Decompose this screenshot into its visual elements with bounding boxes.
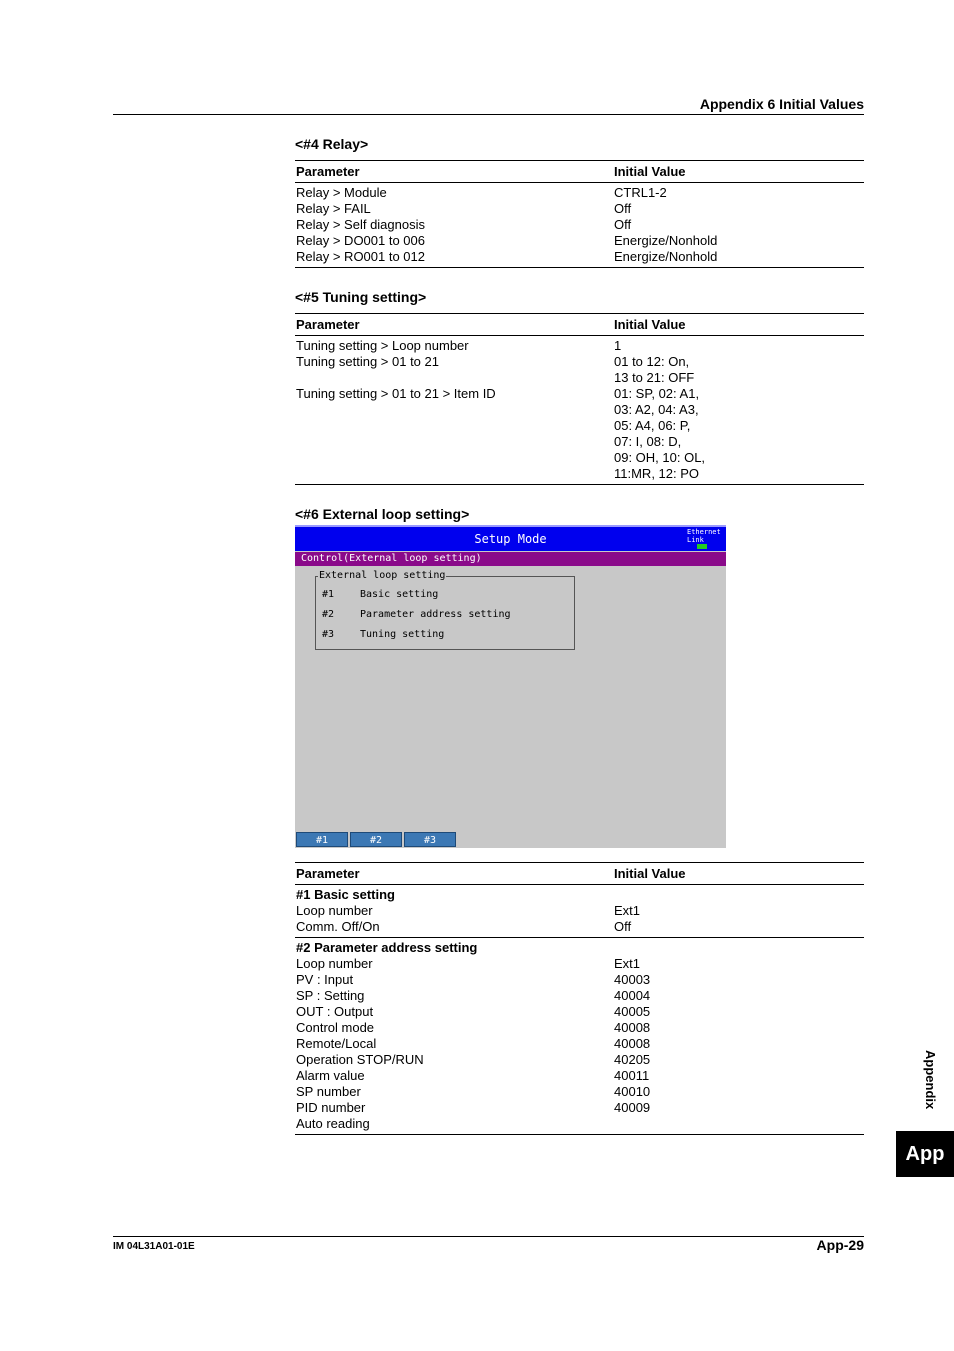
table-row	[295, 402, 864, 418]
cell-value: 40005	[614, 1004, 651, 1019]
menu-item-basic-setting[interactable]	[322, 589, 438, 601]
ethernet-status	[687, 528, 721, 544]
cell-parameter: Loop number	[296, 956, 373, 971]
table-row	[295, 1084, 864, 1100]
table-group-parameter-address	[295, 938, 864, 1135]
soft-key-3[interactable]: #3	[404, 832, 456, 847]
column-header-parameter: Parameter	[296, 866, 360, 881]
cell-value	[614, 1116, 864, 1132]
device-screen	[295, 525, 726, 848]
cell-parameter: Relay > Module	[296, 185, 387, 200]
table-row	[295, 370, 864, 386]
table-body	[295, 183, 864, 268]
table-row	[295, 201, 864, 217]
cell-parameter: Loop number	[296, 903, 373, 918]
table-row	[295, 1004, 864, 1020]
table-row	[295, 1052, 864, 1068]
menu-item-tuning-setting[interactable]	[322, 629, 444, 641]
appendix-thumb-tab: App	[896, 1131, 954, 1177]
external-loop-table	[295, 862, 864, 1135]
running-header-title: Appendix 6 Initial Values	[699, 96, 864, 112]
cell-value: 40004	[614, 988, 651, 1003]
cell-value: Off	[614, 217, 632, 232]
menu-box-title: External loop setting	[319, 570, 446, 581]
table-row	[295, 1020, 864, 1036]
cell-value: Energize/Nonhold	[614, 249, 718, 264]
table-row	[295, 1116, 864, 1132]
cell-parameter: SP : Setting	[296, 988, 365, 1003]
cell-parameter: Relay > Self diagnosis	[296, 217, 425, 232]
page-number: App-29	[816, 1237, 864, 1253]
cell-parameter: Remote/Local	[296, 1036, 377, 1051]
cell-parameter: Auto reading	[296, 1116, 370, 1131]
menu-item-label: Parameter address setting	[360, 609, 511, 620]
cell-parameter: Relay > DO001 to 006	[296, 233, 425, 248]
tuning-table	[295, 313, 864, 485]
table-row	[295, 434, 864, 450]
soft-key-bar	[296, 832, 458, 847]
cell-parameter	[295, 370, 614, 386]
cell-value: Energize/Nonhold	[614, 233, 718, 248]
link-label: Link	[687, 536, 704, 544]
cell-parameter: Control mode	[296, 1020, 375, 1035]
section-heading-relay: <#4 Relay>	[295, 136, 369, 152]
table-row	[295, 338, 864, 354]
column-header-parameter: Parameter	[296, 164, 360, 179]
cell-parameter: Tuning setting > 01 to 21 > Item ID	[296, 386, 496, 401]
cell-parameter: OUT : Output	[296, 1004, 374, 1019]
table-row	[295, 354, 864, 370]
cell-value: 03: A2, 04: A3,	[614, 402, 699, 417]
menu-box	[315, 570, 575, 650]
cell-value: 1	[614, 338, 622, 353]
cell-value: 40003	[614, 972, 651, 987]
table-group-basic	[295, 885, 864, 938]
table-row	[295, 249, 864, 265]
column-header-parameter: Parameter	[296, 317, 360, 332]
cell-value: 13 to 21: OFF	[614, 370, 695, 385]
table-row	[295, 217, 864, 233]
cell-parameter: Relay > FAIL	[296, 201, 371, 216]
table-row	[295, 185, 864, 201]
cell-value: 40008	[614, 1020, 651, 1035]
table-body	[295, 336, 864, 485]
cell-value: 01 to 12: On,	[614, 354, 690, 369]
cell-parameter: PV : Input	[296, 972, 354, 987]
cell-value: 11:MR, 12: PO	[614, 466, 700, 481]
soft-key-1[interactable]: #1	[296, 832, 348, 847]
cell-parameter: Comm. Off/On	[296, 919, 380, 934]
screen-title-bar	[295, 525, 726, 551]
column-header-initial-value: Initial Value	[614, 866, 686, 881]
table-row	[295, 466, 864, 482]
cell-value: 40205	[614, 1052, 651, 1067]
cell-value: 09: OH, 10: OL,	[614, 450, 706, 465]
group-title: #1 Basic setting	[296, 887, 395, 902]
cell-parameter	[295, 450, 614, 466]
cell-value: 40008	[614, 1036, 651, 1051]
menu-item-label: Tuning setting	[360, 629, 445, 640]
cell-value: Ext1	[614, 903, 641, 918]
cell-value: Off	[614, 201, 632, 216]
cell-parameter	[295, 402, 614, 418]
screen-title: Setup Mode	[474, 532, 547, 546]
cell-value: Ext1	[614, 956, 641, 971]
menu-item-number: #1	[322, 589, 335, 600]
table-row	[295, 1068, 864, 1084]
cell-value: Off	[614, 919, 632, 934]
soft-key-2[interactable]: #2	[350, 832, 402, 847]
column-header-initial-value: Initial Value	[614, 317, 686, 332]
table-row	[295, 386, 864, 402]
menu-item-number: #3	[322, 629, 335, 640]
table-row	[295, 919, 864, 935]
cell-parameter: SP number	[296, 1084, 361, 1099]
section-heading-external-loop: <#6 External loop setting>	[295, 506, 470, 522]
group-title: #2 Parameter address setting	[296, 940, 478, 955]
table-row	[295, 903, 864, 919]
cell-parameter: PID number	[296, 1100, 366, 1115]
cell-parameter: Tuning setting > 01 to 21	[296, 354, 439, 369]
cell-parameter: Operation STOP/RUN	[296, 1052, 424, 1067]
link-led-icon	[697, 544, 707, 549]
document-id: IM 04L31A01-01E	[113, 1241, 195, 1252]
header-rule	[113, 114, 864, 115]
table-header	[295, 160, 864, 183]
column-header-initial-value: Initial Value	[614, 164, 686, 179]
table-row	[295, 972, 864, 988]
cell-parameter	[295, 466, 614, 482]
cell-value: 40010	[614, 1084, 651, 1099]
table-row	[295, 1036, 864, 1052]
cell-parameter	[295, 418, 614, 434]
cell-value: 05: A4, 06: P,	[614, 418, 691, 433]
cell-value: 01: SP, 02: A1,	[614, 386, 700, 401]
cell-value: 07: I, 08: D,	[614, 434, 682, 449]
cell-value: CTRL1-2	[614, 185, 667, 200]
side-section-label: Appendix	[923, 1050, 938, 1110]
table-header	[295, 862, 864, 885]
cell-parameter: Relay > RO001 to 012	[296, 249, 425, 264]
table-header	[295, 313, 864, 336]
section-heading-tuning: <#5 Tuning setting>	[295, 289, 427, 305]
table-row	[295, 1100, 864, 1116]
table-row	[295, 450, 864, 466]
menu-item-parameter-address-setting[interactable]	[322, 609, 511, 621]
cell-parameter: Alarm value	[296, 1068, 365, 1083]
table-row	[295, 956, 864, 972]
screen-breadcrumb-bar: Control(External loop setting)	[295, 552, 726, 566]
cell-value: 40011	[614, 1068, 650, 1083]
cell-parameter: Tuning setting > Loop number	[296, 338, 469, 353]
table-row	[295, 988, 864, 1004]
table-row	[295, 233, 864, 249]
ethernet-label: Ethernet	[687, 528, 721, 536]
cell-parameter	[295, 434, 614, 450]
menu-item-label: Basic setting	[360, 589, 439, 600]
menu-item-number: #2	[322, 609, 335, 620]
relay-table	[295, 160, 864, 268]
cell-value: 40009	[614, 1100, 651, 1115]
table-row	[295, 418, 864, 434]
